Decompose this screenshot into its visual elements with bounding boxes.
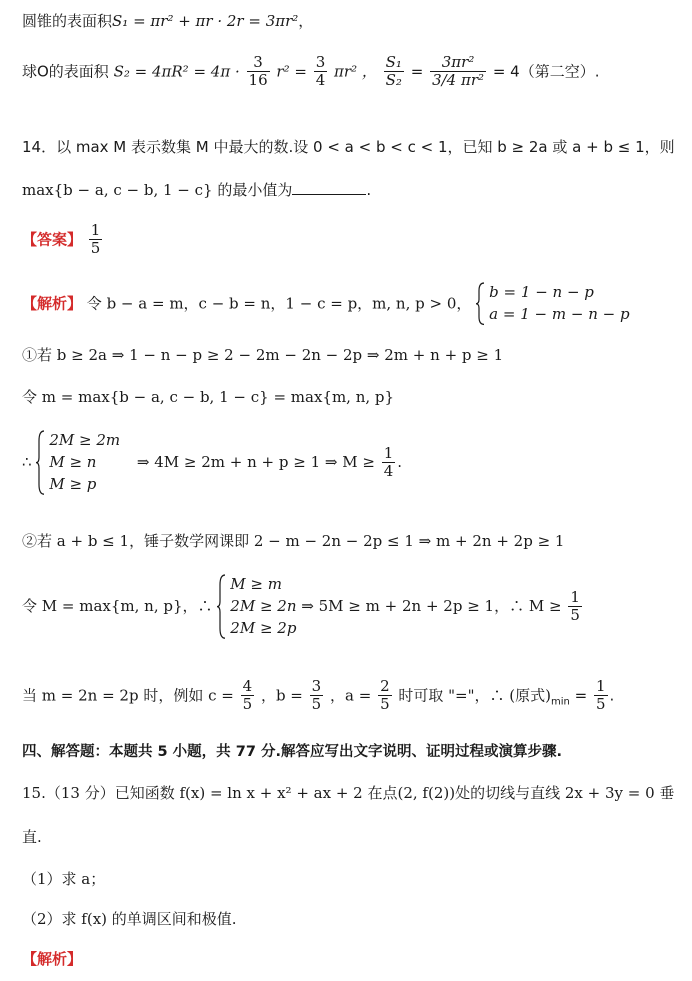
numerator: 4 <box>242 677 253 695</box>
q14-system3 <box>22 574 584 639</box>
stem-text: 15.（13 分）已知函数 f(x) = ln x + x² + ax + 2 在点(2, f(2))处的切线与直线 2x + 3y = 0 垂 <box>22 784 675 802</box>
q14-answer <box>22 222 104 258</box>
denominator: 5 <box>596 695 606 714</box>
analysis-label: 【解析】 <box>22 294 83 313</box>
system-row: 2M ≥ 2m <box>49 431 121 449</box>
denominator: 5 <box>90 239 101 258</box>
q14-stem-line1: 14．以 max M 表示数集 M 中最大的数.设 0 < a < b < c < 1，已知 b ≥ 2a 或 a + b ≤ 1，则 <box>22 138 675 156</box>
when-text: 当 m = 2n = 2p 时，例如 c = <box>22 686 234 705</box>
period: . <box>609 686 615 705</box>
analysis-text: 令 b − a = m，c − b = n，1 − c = p，m, n, p > 0， <box>86 294 472 313</box>
q14-let-m <box>22 390 394 405</box>
system-row: 2M ≥ 2n <box>230 596 297 615</box>
denominator: S₂ <box>385 71 402 90</box>
system3-result: ⇒ 5M ≥ m + 2n + 2p ≥ 1，∴ M ≥ <box>301 597 562 616</box>
surface-area-sphere-line <box>22 54 599 90</box>
text-prefix: 球O的表面积 <box>22 62 109 81</box>
a-text: ，a = <box>330 686 372 705</box>
denominator: 3/4 πr² <box>432 71 485 90</box>
q14-system2: ∴ 2M ≥ 2m M ≥ n M ≥ p ⇒ 4M ≥ 2m + n + p ≥ 1 ⇒ M ≥ $\frac{1}{4}$ . <box>22 430 402 495</box>
fraction-1-5 <box>568 589 582 625</box>
numerator: 3 <box>247 54 270 72</box>
numerator: 3 <box>315 53 326 71</box>
q15-part2 <box>22 912 237 927</box>
denominator: 16 <box>248 71 268 90</box>
stem-text: max{b − a, c − b, 1 − c} 的最小值为 <box>22 181 293 199</box>
q14-stem-line2: max{b − a, c − b, 1 − c} 的最小值为 . <box>22 181 372 199</box>
fraction-a <box>378 678 392 714</box>
equals: = <box>410 62 424 81</box>
therefore-symbol: ∴ <box>22 453 32 472</box>
q15-analysis-label: 【解析】 <box>22 950 83 968</box>
let-text: 令 m = max{b − a, c − b, 1 − c} = max{m, n, p} <box>22 388 395 406</box>
fraction-ratio <box>430 54 486 90</box>
answer-label: 【答案】 <box>22 230 83 249</box>
equality-text: 时可取 "="，∴ (原式) <box>398 686 551 705</box>
denominator: 5 <box>570 606 580 625</box>
denominator: 5 <box>311 695 322 714</box>
q15-stem-line2: 直. <box>22 828 42 846</box>
q14-analysis-line1 <box>22 282 630 326</box>
inequality-system <box>36 430 120 495</box>
system-row: b = 1 − n − p <box>489 283 594 301</box>
math-expr: r² = <box>276 62 307 81</box>
system2-result: ⇒ 4M ≥ 2m + n + p ≥ 1 ⇒ M ≥ <box>136 453 375 472</box>
denominator: 4 <box>315 71 326 90</box>
left-brace-icon <box>36 430 45 495</box>
text-suffix: ， <box>298 12 314 30</box>
q14-equality-case <box>22 678 614 714</box>
numerator: 3πr² <box>430 54 486 72</box>
numerator: 1 <box>596 677 606 695</box>
let-M-text: 令 M = max{m, n, p}，∴ <box>22 597 213 616</box>
fraction-3-16 <box>247 54 270 90</box>
denominator: 5 <box>242 695 253 714</box>
fraction-3-4 <box>314 54 328 90</box>
q15-part1 <box>22 872 105 887</box>
math-expr: S₂ = 4πR² = 4π · <box>113 62 240 81</box>
part1-text: （1）求 a； <box>22 870 106 888</box>
surface-area-cone-line <box>22 14 313 29</box>
q14-case1 <box>22 348 503 363</box>
fraction-c <box>241 678 255 714</box>
text-prefix: 圆锥的表面积 <box>22 12 113 30</box>
b-text: ，b = <box>260 686 303 705</box>
system-row: a = 1 − m − n − p <box>489 304 630 323</box>
system-row: M ≥ p <box>49 474 97 493</box>
substitution-system <box>476 282 629 326</box>
system-row: M ≥ n <box>49 452 97 471</box>
inequality-system <box>217 574 296 639</box>
min-subscript: min <box>551 696 570 708</box>
fraction-1-4 <box>382 445 396 481</box>
denominator: 4 <box>383 462 394 481</box>
math-expr: S₁ = πr² + πr · 2r = 3πr² <box>112 12 299 30</box>
section-heading: 四、解答题：本题共 5 小题，共 77 分.解答应写出文字说明、证明过程或演算步骤. <box>22 744 562 760</box>
result-text: = 4（第二空）. <box>492 62 600 81</box>
left-brace-icon <box>217 574 226 639</box>
numerator: 3 <box>311 677 322 695</box>
fraction-s1-s2 <box>384 54 404 90</box>
equals: = <box>574 686 588 705</box>
math-expr: πr² ， <box>334 62 377 81</box>
case2-text: ②若 a + b ≤ 1，锤子数学网课即 2 − m − 2n − 2p ≤ 1 ⇒ m + 2n + 2p ≥ 1 <box>22 532 565 550</box>
system-row: 2M ≥ 2p <box>230 618 297 637</box>
denominator: 5 <box>380 695 390 714</box>
fraction-b <box>310 678 324 714</box>
answer-blank <box>292 182 366 195</box>
numerator: 2 <box>380 677 390 695</box>
numerator: 1 <box>90 221 101 239</box>
left-brace-icon <box>476 282 485 326</box>
q14-case2 <box>22 534 564 549</box>
part2-text: （2）求 f(x) 的单调区间和极值. <box>22 910 237 928</box>
case1-text: ①若 b ≥ 2a ⇒ 1 − n − p ≥ 2 − 2m − 2n − 2p ⇒ 2m + n + p ≥ 1 <box>22 346 504 364</box>
numerator: 1 <box>570 587 580 606</box>
numerator: 1 <box>383 443 394 462</box>
answer-fraction <box>89 222 103 258</box>
fraction-final <box>594 678 608 714</box>
numerator: S₁ <box>385 53 402 71</box>
system-row: M ≥ m <box>230 575 282 593</box>
q15-stem-line1 <box>22 786 674 801</box>
